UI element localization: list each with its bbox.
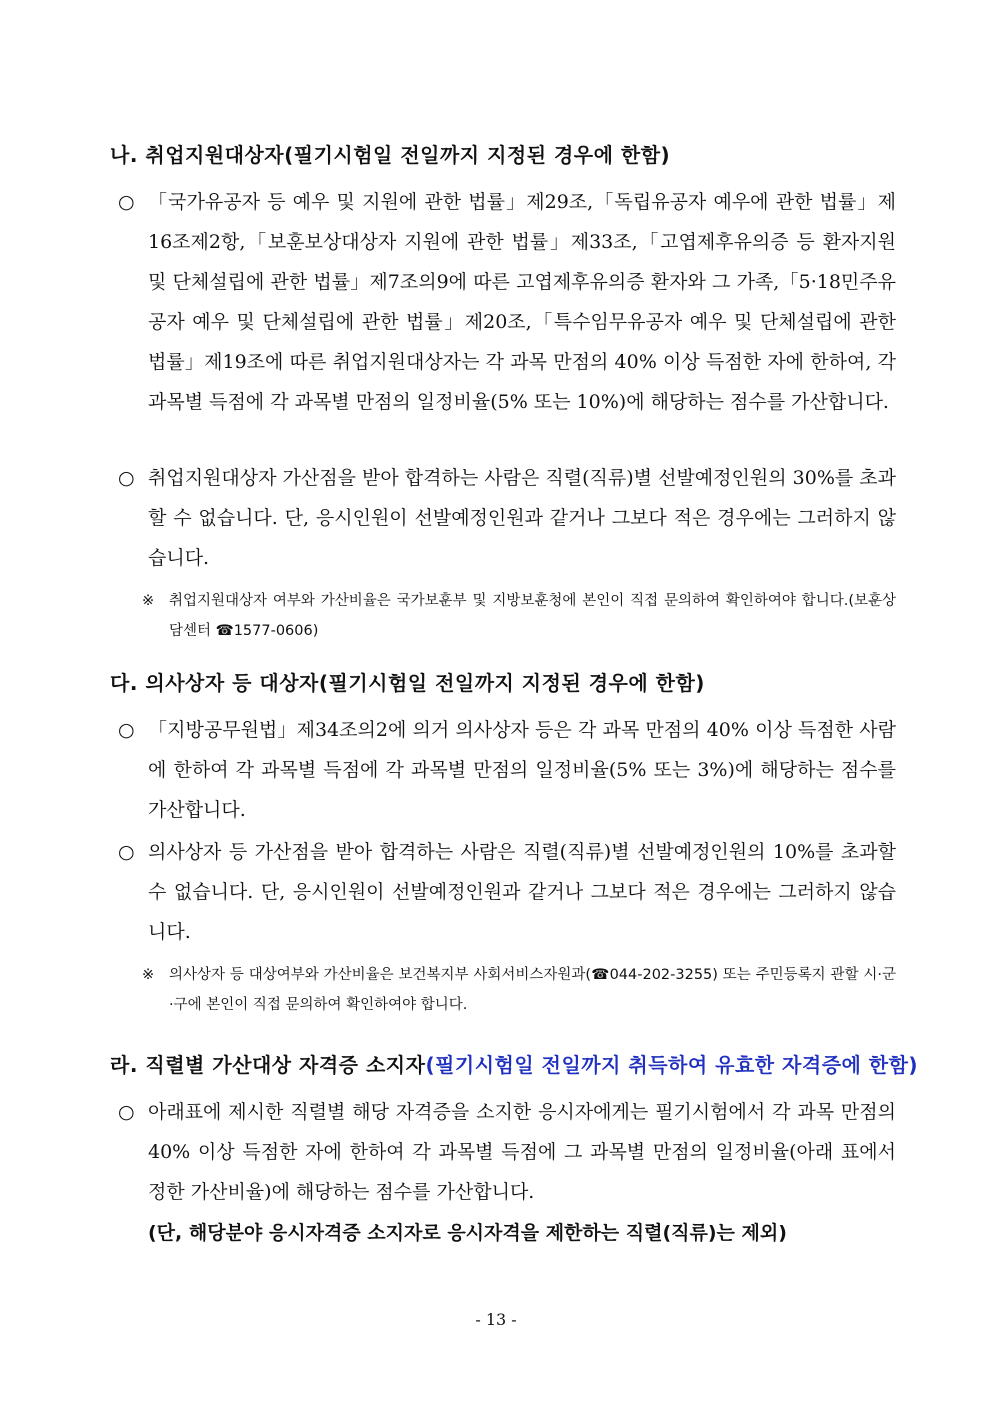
exclusion-note: (단, 해당분야 응시자격증 소지자로 응시자격을 제한하는 직렬(직류)는 제외) xyxy=(148,1222,787,1244)
bullet-circle: ○ xyxy=(118,841,135,863)
paragraph-da-2 xyxy=(110,832,896,952)
paragraph-text: 취업지원대상자 가산점을 받아 합격하는 사람은 직렬(직류)별 선발예정인원의 30%를 초과할 수 없습니다. 단, 응시인원이 선발예정인원과 같거나 그보다 적은 경우에는 그러하지 않습니다. xyxy=(148,467,896,569)
paragraph-na-1 xyxy=(110,182,896,422)
note-text: 취업지원대상자 여부와 가산비율은 국가보훈부 및 지방보훈청에 본인이 직접 문의하여 확인하여야 합니다.(보훈상담센터 ☎1577-0606) xyxy=(169,593,896,639)
bullet-circle: ○ xyxy=(118,191,135,213)
heading-highlight: (필기시험일 전일까지 취득하여 유효한 자격증에 한함) xyxy=(425,1053,919,1077)
paragraph-text: 아래표에 제시한 직렬별 해당 자격증을 소지한 응시자에게는 필기시험에서 각 과목 만점의 40% 이상 득점한 자에 한하여 각 과목별 득점에 그 과목별 만점의 일정비율(아래 표에서 정한 가산비율)에 해당하는 점수를 가산합니다. xyxy=(148,1101,896,1203)
bullet-circle: ○ xyxy=(118,467,135,489)
page-number: - 13 - xyxy=(475,1310,517,1329)
section-heading-na: 나. 취업지원대상자(필기시험일 전일까지 지정된 경우에 한함) xyxy=(110,143,671,167)
paragraph-na-2 xyxy=(110,458,896,578)
paragraph-text: 「국가유공자 등 예우 및 지원에 관한 법률」제29조,「독립유공자 예우에 관한 법률」제16조제2항,「보훈보상대상자 지원에 관한 법률」제33조,「고엽제후유의증 등 환자지원 및 단체설립에 관한 법률」제7조의9에 따른 고엽제후유의증 환자와 그 가족,「5·18민주유공자 예우 및 단체설립에 관한 법률」제20조,「특수임무유공자 예우 및 단체설립에 관한 법률」제19조에 따른 취업지원대상자는 각 과목 만점의 40% 이상 득점한 자에 한하여, 각 과목별 득점에 각 과목별 만점의 일정비율(5% 또는 10%)에 해당하는 점수를 가산합니다. xyxy=(148,191,896,413)
section-heading-ra: 라. 직렬별 가산대상 자격증 소지자(필기시험일 전일까지 취득하여 유효한 자격증에 한함) xyxy=(110,1053,919,1077)
paragraph-text: 의사상자 등 가산점을 받아 합격하는 사람은 직렬(직류)별 선발예정인원의 10%를 초과할 수 없습니다. 단, 응시인원이 선발예정인원과 같거나 그보다 적은 경우에는 그러하지 않습니다. xyxy=(148,841,896,943)
note-da xyxy=(142,960,896,1020)
reference-mark: ※ xyxy=(142,967,155,983)
paragraph-da-1 xyxy=(110,710,896,830)
paragraph-ra-1 xyxy=(110,1092,896,1212)
reference-mark: ※ xyxy=(142,593,155,609)
bullet-circle: ○ xyxy=(118,719,135,741)
bullet-circle: ○ xyxy=(118,1101,135,1123)
paragraph-text: 「지방공무원법」제34조의2에 의거 의사상자 등은 각 과목 만점의 40% 이상 득점한 사람에 한하여 각 과목별 득점에 각 과목별 만점의 일정비율(5% 또는 3%)에 해당하는 점수를 가산합니다. xyxy=(148,719,896,821)
note-na xyxy=(142,586,896,646)
section-heading-da: 다. 의사상자 등 대상자(필기시험일 전일까지 지정된 경우에 한함) xyxy=(110,671,705,695)
note-text: 의사상자 등 대상여부와 가산비율은 보건복지부 사회서비스자원과(☎044-202-3255) 또는 주민등록지 관할 시·군·구에 본인이 직접 문의하여 확인하여야 합니다. xyxy=(169,967,896,1013)
